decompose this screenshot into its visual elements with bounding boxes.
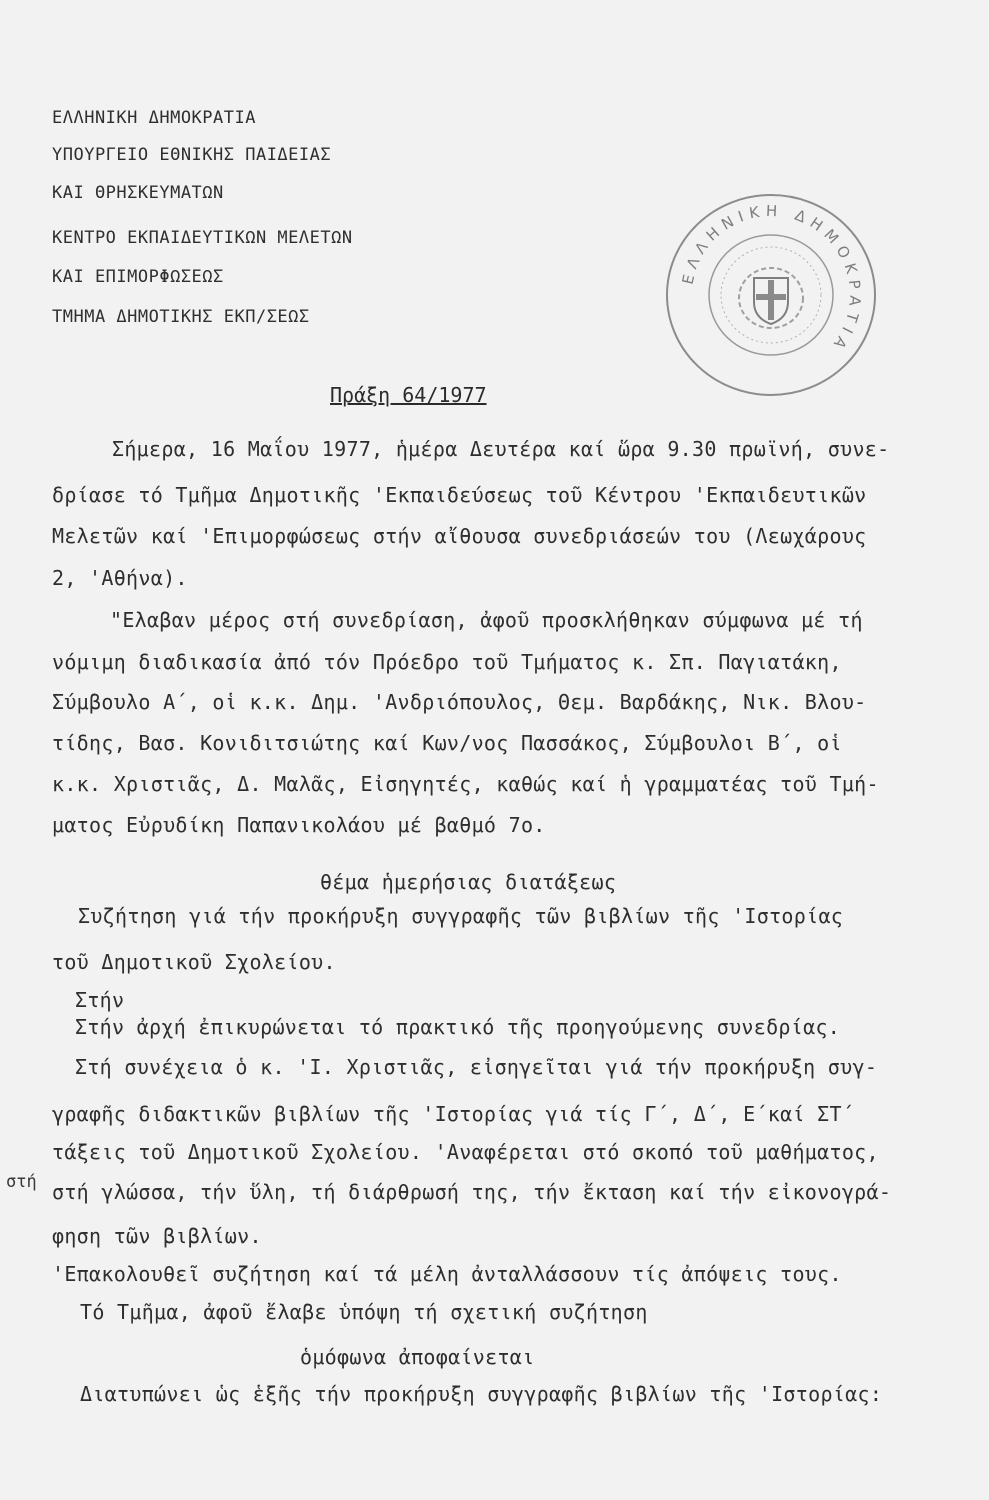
header-line-1: ΕΛΛΗΝΙΚΗ ΔΗΜΟΚΡΑΤΙΑ	[52, 108, 256, 128]
agenda-heading: θέμα ἡμερήσιας διατάξεως	[320, 870, 617, 894]
body-line: τοῦ Δημοτικοῦ Σχολείου.	[52, 950, 336, 974]
body-line: Σύμβουλο Α΄, οἱ κ.κ. Δημ. 'Ανδριόπουλος, Θεμ. Βαρδάκης, Νικ. Βλου-	[52, 690, 867, 714]
body-line: 2, 'Αθήνα).	[52, 566, 188, 590]
body-line: ματος Εὐρυδίκη Παπανικολάου μέ βαθμό 7ο.	[52, 813, 546, 837]
body-line: φηση τῶν βιβλίων.	[52, 1224, 262, 1248]
body-line: δρίασε τό Τμῆμα Δημοτικῆς 'Εκπαιδεύσεως τοῦ Κέντρου 'Εκπαιδευτικῶν	[52, 483, 867, 507]
document-title: Πράξη 64/1977	[330, 383, 487, 407]
body-line: νόμιμη διαδικασία ἀπό τόν Πρόεδρο τοῦ Τμήματος κ. Σπ. Παγιατάκη,	[52, 650, 842, 674]
body-line: 'Επακολουθεῖ συζήτηση καί τά μέλη ἀνταλλάσσουν τίς ἀπόψεις τους.	[52, 1262, 842, 1286]
body-line: Στήν	[75, 988, 125, 1012]
header-line-5: ΚΑΙ ΕΠΙΜΟΡΦΩΣΕΩΣ	[52, 267, 224, 287]
body-line: Διατυπώνει ὡς ἑξῆς τήν προκήρυξη συγγραφῆς βιβλίων τῆς 'Ιστορίας:	[80, 1382, 883, 1406]
decision-heading: ὁμόφωνα ἀποφαίνεται	[300, 1345, 535, 1369]
body-line: στή γλώσσα, τήν ὕλη, τή διάρθρωσή της, τήν ἔκταση καί τήν εἰκονογρά-	[52, 1180, 892, 1204]
header-line-2: ΥΠΟΥΡΓΕΙΟ ΕΘΝΙΚΗΣ ΠΑΙΔΕΙΑΣ	[52, 145, 332, 165]
body-line: Σήμερα, 16 Μαΐου 1977, ἡμέρα Δευτέρα καί ὥρα 9.30 πρωϊνή, συνε-	[112, 437, 890, 461]
body-line: Συζήτηση γιά τήν προκήρυξη συγγραφῆς τῶν βιβλίων τῆς 'Ιστορίας	[78, 904, 844, 928]
svg-text:ΕΛΛΗΝΙΚΗ ΔΗΜΟΚΡΑΤΙΑ	[679, 202, 865, 357]
body-line: γραφῆς διδακτικῶν βιβλίων τῆς 'Ιστορίας γιά τίς Γ΄, Δ΄, Ε΄καί ΣΤ΄	[52, 1102, 855, 1126]
body-line: Μελετῶν καί 'Επιμορφώσεως στήν αἴθουσα συνεδριάσεών του (Λεωχάρους	[52, 524, 867, 548]
body-line: κ.κ. Χριστιᾶς, Δ. Μαλᾶς, Εἰσηγητές, καθώς καί ἡ γραμματέας τοῦ Τμή-	[52, 772, 879, 796]
official-seal-stamp	[662, 190, 880, 400]
body-line: "Ελαβαν μέρος στή συνεδρίαση, ἀφοῦ προσκλήθηκαν σύμφωνα μέ τή	[110, 608, 863, 632]
seal-ring-text: ΕΛΛΗΝΙΚΗ ΔΗΜΟΚΡΑΤΙΑ	[678, 201, 865, 357]
margin-note: στή	[6, 1172, 37, 1192]
header-line-6: ΤΜΗΜΑ ΔΗΜΟΤΙΚΗΣ ΕΚΠ/ΣΕΩΣ	[52, 307, 310, 327]
body-line: τάξεις τοῦ Δημοτικοῦ Σχολείου. 'Αναφέρεται στό σκοπό τοῦ μαθήματος,	[52, 1140, 879, 1164]
body-line: Στήν ἀρχή ἐπικυρώνεται τό πρακτικό τῆς προηγούμενης συνεδρίας.	[75, 1015, 841, 1039]
header-line-3: ΚΑΙ ΘΡΗΣΚΕΥΜΑΤΩΝ	[52, 183, 224, 203]
body-line: τίδης, Βασ. Κονιδιτσιώτης καί Κων/νος Πασσάκος, Σύμβουλοι Β΄, οἱ	[52, 731, 842, 755]
body-line: Στή συνέχεια ὁ κ. 'Ι. Χριστιᾶς, εἰσηγεῖται γιά τήν προκήρυξη συγ-	[75, 1055, 878, 1079]
body-line: Τό Τμῆμα, ἀφοῦ ἔλαβε ὑπόψη τή σχετική συζήτηση	[80, 1300, 648, 1324]
header-line-4: ΚΕΝΤΡΟ ΕΚΠΑΙΔΕΥΤΙΚΩΝ ΜΕΛΕΤΩΝ	[52, 228, 353, 248]
